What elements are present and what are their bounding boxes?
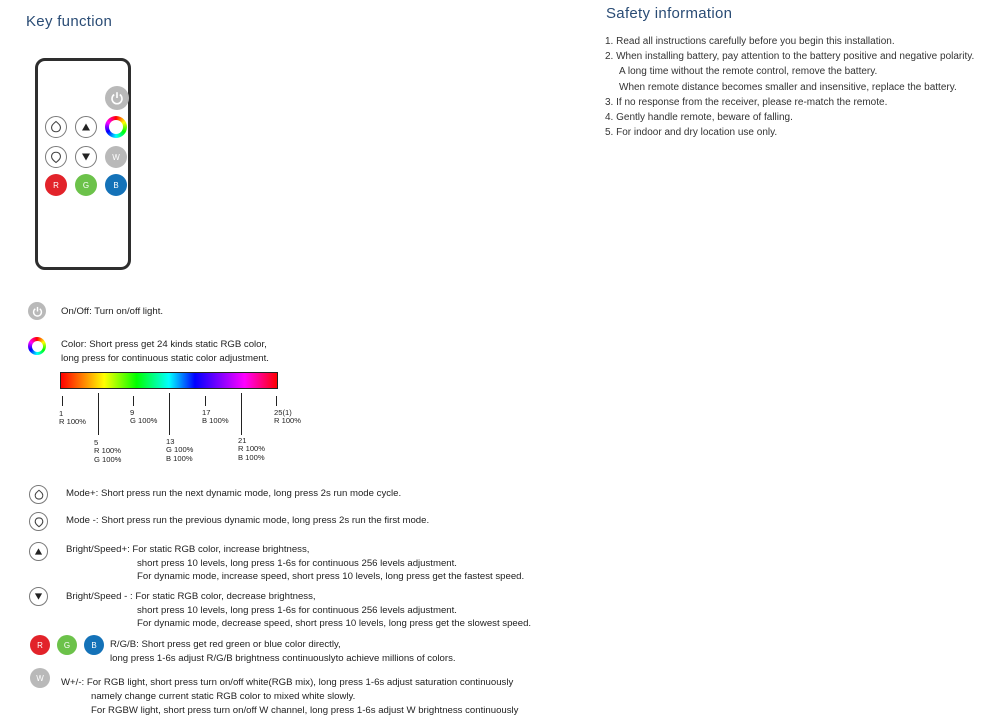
bright-plus-description (66, 543, 524, 584)
triangle-up-icon (34, 547, 43, 556)
mode-minus-legend-icon (29, 512, 48, 531)
color-line2: long press for continuous static color adjustment. (61, 352, 269, 364)
bright-minus-line1: For static RGB color, decrease brightness, (135, 591, 316, 602)
bright-minus-legend-icon (29, 587, 48, 606)
rgb-label: R/G/B: (110, 639, 139, 650)
spectrum-tick (98, 393, 99, 435)
remote-b-button[interactable]: B (105, 174, 127, 196)
rgb-line1: Short press get red green or blue color directly, (141, 639, 341, 650)
color-label: Color: (61, 339, 87, 350)
bright-plus-line1: For static RGB color, increase brightness, (132, 544, 310, 555)
color-legend-icon (28, 337, 46, 355)
onoff-label: On/Off: (61, 306, 92, 317)
remote-g-button[interactable]: G (75, 174, 97, 196)
triangle-down-icon (34, 592, 43, 601)
mode-plus-icon (49, 120, 63, 134)
mode-minus-description (66, 514, 429, 528)
color-wheel-icon (32, 341, 43, 352)
bright-plus-line2: short press 10 levels, long press 1-6s for continuous 256 levels adjustment. (137, 557, 457, 569)
triangle-down-icon (81, 152, 91, 162)
safety-item: 1. Read all instructions carefully before you begin this installation. (605, 36, 895, 47)
w-line1: For RGB light, short press turn on/off white(RGB mix), long press 1-6s adjust saturation continuously (86, 677, 514, 688)
remote-bright-down-button[interactable] (75, 146, 97, 168)
mode-plus-icon (33, 489, 45, 501)
spectrum-bottom-label: 13 G 100% B 100% (166, 437, 194, 463)
power-icon (110, 91, 124, 105)
bright-plus-line3: For dynamic mode, increase speed, short press 10 levels, long press get the fastest speed. (137, 571, 525, 582)
mode-plus-description (66, 487, 401, 501)
spectrum-tick (205, 396, 206, 406)
w-line3: For RGBW light, short press turn on/off W channel, long press 1-6s adjust W brightness continuously (91, 705, 519, 717)
spectrum-tick (133, 396, 134, 406)
bright-minus-description (66, 590, 531, 631)
w-line2: namely change current static RGB color to mixed white slowly. (91, 691, 356, 703)
mode-plus-label: Mode+: (66, 488, 99, 499)
power-icon (32, 306, 43, 317)
color-line1: Short press get 24 kinds static RGB color, (89, 339, 267, 350)
safety-item: A long time without the remote control, remove the battery. (619, 66, 878, 78)
mode-plus-legend-icon (29, 485, 48, 504)
spectrum-bottom-label: 5 R 100% G 100% (94, 438, 122, 464)
w-description (61, 676, 518, 719)
key-function-title: Key function (26, 13, 113, 30)
onoff-description (61, 305, 163, 319)
color-spectrum-bar (60, 372, 278, 389)
remote-bright-up-button[interactable] (75, 116, 97, 138)
remote-w-button[interactable]: W (105, 146, 127, 168)
onoff-text: Turn on/off light. (94, 306, 164, 317)
onoff-legend-icon (28, 302, 46, 320)
remote-color-button[interactable] (105, 116, 127, 138)
bright-plus-label: Bright/Speed+: (66, 544, 130, 555)
spectrum-tick (169, 393, 170, 435)
mode-minus-text: Short press run the previous dynamic mode, long press 2s run the first mode. (101, 515, 430, 526)
spectrum-tick (276, 396, 277, 406)
b-legend-icon: B (84, 635, 104, 655)
spectrum-top-label: 1 R 100% (59, 409, 87, 427)
safety-title: Safety information (606, 5, 733, 22)
spectrum-top-label: 17 B 100% (202, 408, 229, 426)
spectrum-bottom-label: 21 R 100% B 100% (238, 436, 266, 462)
safety-list (605, 34, 974, 140)
safety-item: 4. Gently handle remote, beware of falling. (605, 112, 793, 124)
spectrum-top-label: 25(1) R 100% (274, 408, 302, 426)
remote-control (35, 58, 131, 270)
bright-minus-line2: short press 10 levels, long press 1-6s for continuous 256 levels adjustment. (137, 604, 457, 616)
spectrum-top-label: 9 G 100% (130, 408, 158, 426)
mode-minus-icon (33, 516, 45, 528)
mode-minus-icon (49, 150, 63, 164)
bright-minus-line3: For dynamic mode, decrease speed, short press 10 levels, long press get the slowest speed. (137, 618, 532, 629)
mode-minus-label: Mode -: (66, 515, 99, 526)
remote-power-button[interactable] (105, 86, 129, 110)
safety-item: 2. When installing battery, pay attention to the battery positive and negative polarity. (605, 51, 975, 63)
w-label: W+/-: (61, 677, 85, 688)
w-legend-icon: W (30, 668, 50, 688)
safety-item: 5. For indoor and dry location use only. (605, 127, 778, 139)
safety-item: When remote distance becomes smaller and insensitive, replace the battery. (619, 81, 957, 93)
spectrum-tick (62, 396, 63, 406)
remote-mode-minus-button[interactable] (45, 146, 67, 168)
g-legend-icon: G (57, 635, 77, 655)
bright-minus-label: Bright/Speed - : (66, 591, 133, 602)
rgb-description (110, 638, 456, 665)
triangle-up-icon (81, 122, 91, 132)
safety-item: 3. If no response from the receiver, please re-match the remote. (605, 96, 888, 108)
r-legend-icon: R (30, 635, 50, 655)
color-wheel-icon (109, 120, 123, 134)
remote-mode-plus-button[interactable] (45, 116, 67, 138)
remote-r-button[interactable]: R (45, 174, 67, 196)
color-description (61, 338, 269, 365)
mode-plus-text: Short press run the next dynamic mode, long press 2s run mode cycle. (100, 488, 402, 499)
spectrum-tick (241, 393, 242, 435)
bright-plus-legend-icon (29, 542, 48, 561)
rgb-line2: long press 1-6s adjust R/G/B brightness continuouslyto achieve millions of colors. (110, 652, 456, 664)
